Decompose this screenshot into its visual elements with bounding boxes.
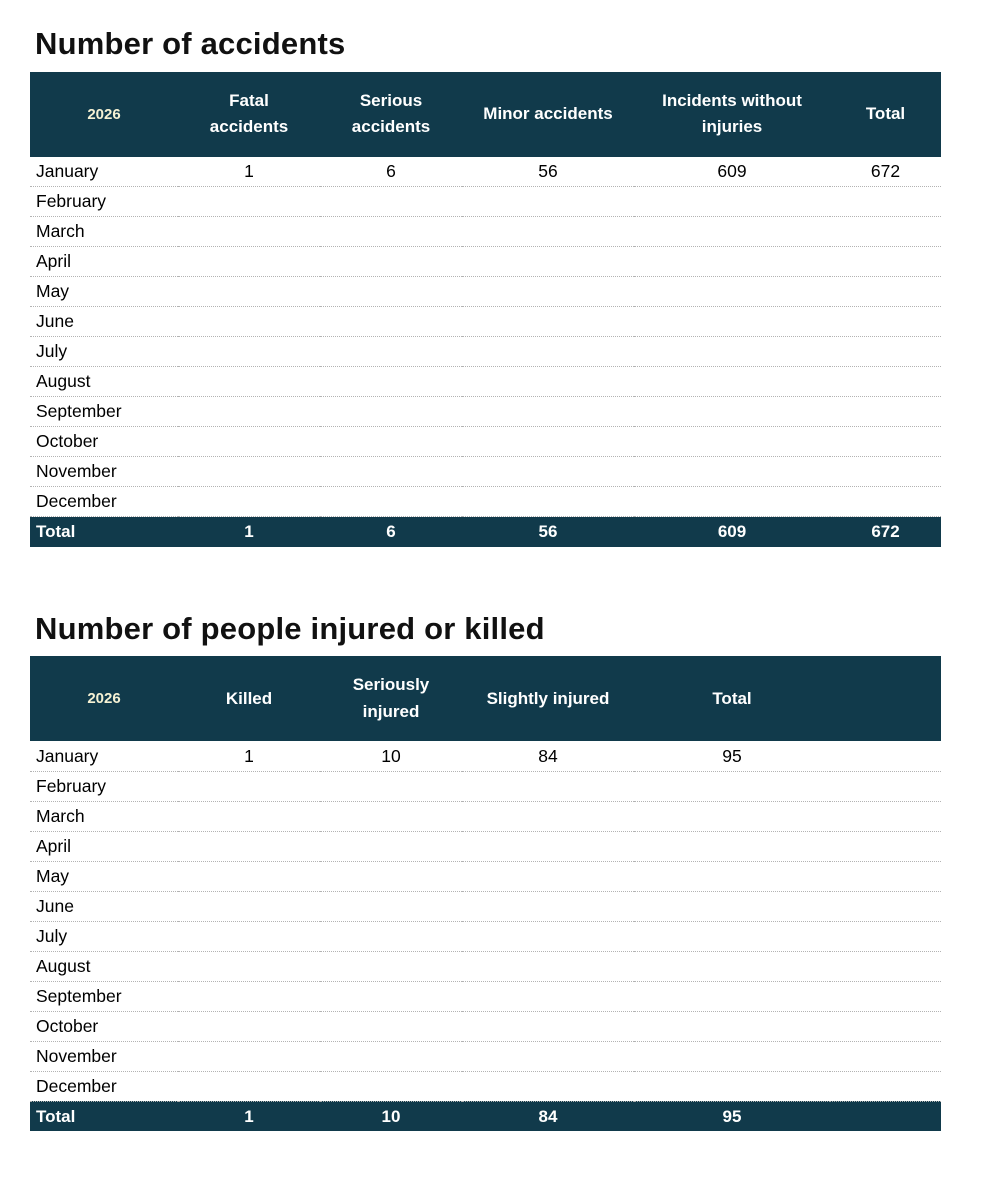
injuries-table-title: Number of people injured or killed — [35, 610, 545, 646]
value-cell — [178, 771, 320, 801]
month-cell: July — [30, 337, 178, 367]
value-cell — [178, 337, 320, 367]
value-cell — [178, 1071, 320, 1101]
value-cell — [320, 1041, 462, 1071]
column-header-slightly-injured: Slightly injured — [462, 656, 634, 741]
value-cell — [830, 427, 941, 457]
column-header-incidents-without-injuries: Incidents without injuries — [634, 72, 830, 157]
value-cell — [178, 831, 320, 861]
table-row — [30, 981, 941, 1011]
month-cell: October — [30, 1011, 178, 1041]
table-row — [30, 487, 941, 517]
value-cell — [320, 217, 462, 247]
value-cell — [462, 771, 634, 801]
month-cell: September — [30, 397, 178, 427]
table-row — [30, 1011, 941, 1041]
month-cell: January — [30, 157, 178, 187]
value-cell — [830, 247, 941, 277]
value-cell — [634, 247, 830, 277]
total-value-cell: 1 — [178, 1101, 320, 1131]
value-cell — [320, 487, 462, 517]
value-cell — [830, 307, 941, 337]
value-cell — [634, 307, 830, 337]
value-cell — [634, 1041, 830, 1071]
value-cell: 609 — [634, 157, 830, 187]
month-cell: January — [30, 741, 178, 771]
value-cell — [462, 921, 634, 951]
value-cell — [462, 891, 634, 921]
value-cell — [178, 307, 320, 337]
month-cell: March — [30, 801, 178, 831]
value-cell — [320, 1011, 462, 1041]
value-cell — [634, 861, 830, 891]
value-cell — [830, 771, 941, 801]
value-cell — [178, 861, 320, 891]
value-cell — [830, 951, 941, 981]
month-cell: February — [30, 187, 178, 217]
value-cell — [634, 457, 830, 487]
value-cell — [320, 247, 462, 277]
value-cell — [178, 487, 320, 517]
value-cell — [178, 427, 320, 457]
value-cell — [320, 427, 462, 457]
value-cell — [462, 831, 634, 861]
value-cell — [830, 801, 941, 831]
value-cell — [320, 831, 462, 861]
table-row — [30, 187, 941, 217]
value-cell — [830, 921, 941, 951]
value-cell — [830, 457, 941, 487]
value-cell — [462, 337, 634, 367]
value-cell — [634, 951, 830, 981]
value-cell — [634, 771, 830, 801]
value-cell — [634, 187, 830, 217]
month-cell: April — [30, 247, 178, 277]
value-cell — [634, 217, 830, 247]
value-cell — [462, 367, 634, 397]
value-cell — [320, 861, 462, 891]
value-cell — [830, 217, 941, 247]
value-cell — [320, 307, 462, 337]
value-cell — [830, 1011, 941, 1041]
empty-header-cell — [830, 656, 941, 741]
column-header-serious-accidents: Serious accidents — [320, 72, 462, 157]
value-cell — [178, 1041, 320, 1071]
value-cell — [178, 277, 320, 307]
total-value-cell: 609 — [634, 517, 830, 547]
table-row — [30, 741, 941, 771]
value-cell — [462, 801, 634, 831]
value-cell — [830, 891, 941, 921]
month-cell: December — [30, 1071, 178, 1101]
value-cell — [320, 367, 462, 397]
value-cell — [462, 1011, 634, 1041]
month-cell: March — [30, 217, 178, 247]
value-cell — [830, 277, 941, 307]
total-row — [30, 517, 941, 547]
value-cell — [462, 217, 634, 247]
value-cell — [462, 187, 634, 217]
value-cell — [320, 891, 462, 921]
value-cell — [320, 457, 462, 487]
year-header: 2026 — [30, 72, 178, 157]
value-cell — [178, 247, 320, 277]
value-cell — [830, 981, 941, 1011]
month-cell: August — [30, 367, 178, 397]
total-value-cell: 1 — [178, 517, 320, 547]
column-header-killed: Killed — [178, 656, 320, 741]
value-cell — [320, 187, 462, 217]
value-cell — [320, 337, 462, 367]
value-cell — [320, 277, 462, 307]
value-cell — [634, 981, 830, 1011]
value-cell — [462, 861, 634, 891]
value-cell — [830, 397, 941, 427]
accidents-table-title: Number of accidents — [35, 26, 346, 61]
value-cell — [634, 831, 830, 861]
value-cell — [634, 277, 830, 307]
value-cell: 95 — [634, 741, 830, 771]
value-cell — [178, 367, 320, 397]
month-cell: September — [30, 981, 178, 1011]
month-cell: November — [30, 457, 178, 487]
column-header-seriously-injured: Seriously injured — [320, 656, 462, 741]
month-cell: June — [30, 307, 178, 337]
table-row — [30, 427, 941, 457]
table-row — [30, 771, 941, 801]
value-cell — [830, 187, 941, 217]
value-cell — [830, 861, 941, 891]
column-header-total: Total — [830, 72, 941, 157]
value-cell — [830, 1041, 941, 1071]
value-cell: 1 — [178, 157, 320, 187]
column-header-minor-accidents: Minor accidents — [462, 72, 634, 157]
value-cell — [178, 891, 320, 921]
month-cell: December — [30, 487, 178, 517]
table-row — [30, 217, 941, 247]
value-cell — [462, 1041, 634, 1071]
injuries-table-body — [30, 741, 941, 1101]
table-row — [30, 457, 941, 487]
value-cell — [830, 741, 941, 771]
column-header-fatal-accidents: Fatal accidents — [178, 72, 320, 157]
value-cell — [320, 801, 462, 831]
value-cell — [462, 397, 634, 427]
table-row — [30, 951, 941, 981]
value-cell — [634, 891, 830, 921]
value-cell — [178, 921, 320, 951]
total-value-cell: 84 — [462, 1101, 634, 1131]
total-value-cell: 6 — [320, 517, 462, 547]
total-label-cell: Total — [30, 517, 178, 547]
value-cell — [178, 801, 320, 831]
value-cell: 84 — [462, 741, 634, 771]
value-cell — [178, 981, 320, 1011]
month-cell: May — [30, 861, 178, 891]
value-cell — [634, 337, 830, 367]
value-cell — [830, 831, 941, 861]
table-row — [30, 921, 941, 951]
month-cell: May — [30, 277, 178, 307]
accidents-table — [30, 72, 941, 547]
table-row — [30, 157, 941, 187]
value-cell: 10 — [320, 741, 462, 771]
value-cell — [320, 397, 462, 427]
value-cell — [178, 217, 320, 247]
table-row — [30, 367, 941, 397]
value-cell — [462, 487, 634, 517]
value-cell — [320, 951, 462, 981]
value-cell — [462, 981, 634, 1011]
total-value-cell: 95 — [634, 1101, 830, 1131]
total-value-cell: 56 — [462, 517, 634, 547]
value-cell — [634, 801, 830, 831]
month-cell: June — [30, 891, 178, 921]
value-cell — [320, 921, 462, 951]
total-value-cell: 10 — [320, 1101, 462, 1131]
total-label-cell: Total — [30, 1101, 178, 1131]
total-row — [30, 1101, 941, 1131]
accidents-table-footer — [30, 517, 941, 547]
value-cell — [178, 1011, 320, 1041]
value-cell — [462, 247, 634, 277]
value-cell: 1 — [178, 741, 320, 771]
month-cell: July — [30, 921, 178, 951]
value-cell — [830, 487, 941, 517]
value-cell: 56 — [462, 157, 634, 187]
column-header-total: Total — [634, 656, 830, 741]
table-row — [30, 1071, 941, 1101]
value-cell — [462, 1071, 634, 1101]
value-cell — [830, 1071, 941, 1101]
value-cell — [462, 307, 634, 337]
header-row — [30, 72, 941, 157]
value-cell — [462, 951, 634, 981]
value-cell — [634, 397, 830, 427]
empty-total-cell — [830, 1101, 941, 1131]
month-cell: February — [30, 771, 178, 801]
value-cell — [634, 921, 830, 951]
table-row — [30, 831, 941, 861]
value-cell — [634, 1011, 830, 1041]
value-cell — [320, 1071, 462, 1101]
total-value-cell: 672 — [830, 517, 941, 547]
value-cell — [462, 457, 634, 487]
month-cell: August — [30, 951, 178, 981]
value-cell — [178, 457, 320, 487]
injuries-table-footer — [30, 1101, 941, 1131]
value-cell — [320, 771, 462, 801]
table-row — [30, 277, 941, 307]
value-cell — [634, 1071, 830, 1101]
table-row — [30, 397, 941, 427]
accidents-table-body — [30, 157, 941, 517]
table-row — [30, 307, 941, 337]
value-cell — [634, 487, 830, 517]
injuries-table-header — [30, 656, 941, 741]
table-row — [30, 247, 941, 277]
value-cell — [634, 427, 830, 457]
year-header: 2026 — [30, 656, 178, 741]
value-cell — [178, 397, 320, 427]
injuries-table — [30, 656, 941, 1131]
table-row — [30, 861, 941, 891]
value-cell — [830, 367, 941, 397]
month-cell: November — [30, 1041, 178, 1071]
table-row — [30, 801, 941, 831]
value-cell — [178, 187, 320, 217]
value-cell — [320, 981, 462, 1011]
value-cell: 672 — [830, 157, 941, 187]
value-cell — [178, 951, 320, 981]
header-row — [30, 656, 941, 741]
value-cell: 6 — [320, 157, 462, 187]
table-row — [30, 337, 941, 367]
value-cell — [462, 277, 634, 307]
value-cell — [462, 427, 634, 457]
month-cell: April — [30, 831, 178, 861]
value-cell — [830, 337, 941, 367]
value-cell — [634, 367, 830, 397]
table-row — [30, 891, 941, 921]
accidents-table-header — [30, 72, 941, 157]
month-cell: October — [30, 427, 178, 457]
table-row — [30, 1041, 941, 1071]
